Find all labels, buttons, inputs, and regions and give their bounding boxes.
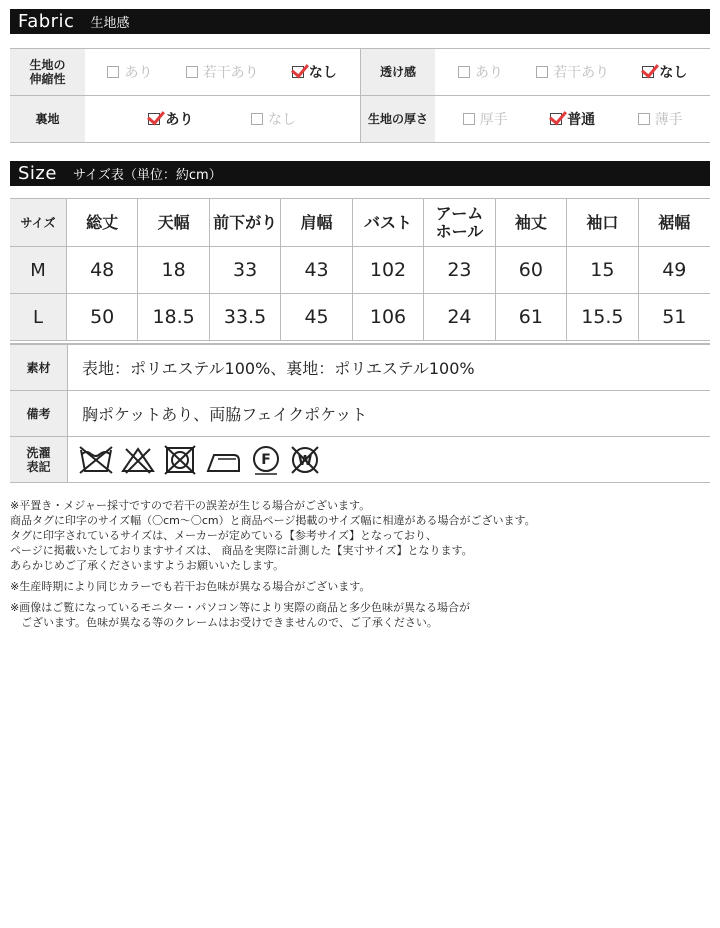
checkbox-icon <box>458 66 470 78</box>
thickness-option-normal <box>550 109 595 129</box>
size-corner: サイズ <box>10 199 67 246</box>
table-cell: 33 <box>210 247 281 293</box>
stretch-option-slight <box>186 62 259 82</box>
option-text: あり <box>474 65 503 81</box>
option-text: 薄手 <box>654 112 683 128</box>
size-label: M <box>10 247 67 293</box>
table-cell: 106 <box>353 294 424 340</box>
size-table <box>10 198 710 341</box>
lining-option-yes <box>148 109 193 129</box>
checkbox-checked-icon <box>642 66 654 78</box>
no-wet-clean-icon <box>288 444 322 476</box>
fabric-row-1 <box>10 49 710 96</box>
fabric-row-2 <box>10 96 710 143</box>
size-header-en: Size <box>18 163 57 184</box>
remarks-value: 胸ポケットあり、両脇フェイクポケット <box>67 391 710 436</box>
fabric-table <box>10 48 710 143</box>
option-text: なし <box>659 65 688 81</box>
table-cell: 33.5 <box>210 294 281 340</box>
sheer-option-slight <box>536 62 609 82</box>
care-label <box>10 437 67 482</box>
care-icons <box>67 437 710 482</box>
table-cell: 24 <box>424 294 495 340</box>
wet-clean-letter: W <box>297 453 313 469</box>
note-line: あらかじめご了承くださいますようお願いいたします。 <box>10 559 285 572</box>
option-text: 厚手 <box>479 112 508 128</box>
remarks-row <box>10 391 710 437</box>
notes <box>10 498 710 630</box>
no-tumble-dry-icon <box>162 445 198 475</box>
lining-options <box>85 96 360 142</box>
fabric-header <box>10 9 710 34</box>
column-header: 総丈 <box>67 199 138 246</box>
size-table-header <box>10 199 710 247</box>
option-text: あり <box>124 65 153 81</box>
no-wash-icon <box>78 445 114 475</box>
thickness-label-text: 生地の厚さ <box>367 112 428 126</box>
checkbox-icon <box>536 66 548 78</box>
option-text: なし <box>308 65 337 81</box>
column-header: 袖丈 <box>496 199 567 246</box>
table-cell: 49 <box>662 259 687 281</box>
note-line: ※平置き・メジャー採寸ですので若干の誤差が生じる場合がございます。 <box>10 499 371 512</box>
column-header: 裾幅 <box>658 212 691 232</box>
thickness-options <box>435 96 710 142</box>
material-label: 素材 <box>10 345 67 390</box>
iron-low-icon <box>204 445 244 475</box>
table-cell: 51 <box>662 306 687 328</box>
column-header: 前下がり <box>210 199 281 246</box>
column-header: 肩幅 <box>281 199 352 246</box>
sheerness-label-text: 透け感 <box>379 65 416 79</box>
option-text: あり <box>165 112 194 128</box>
table-cell: 50 <box>67 294 138 340</box>
table-cell: 45 <box>281 294 352 340</box>
care-row <box>10 437 710 483</box>
table-cell: 61 <box>496 294 567 340</box>
dry-clean-f-icon <box>250 444 282 476</box>
note-line: ページに掲載いたしておりますサイズは、 商品を実際に計測した【実寸サイズ】となります。 <box>10 544 473 557</box>
remarks-label: 備考 <box>10 391 67 436</box>
sheer-option-yes <box>458 62 503 82</box>
table-row <box>10 294 710 341</box>
sheerness-options <box>435 49 710 95</box>
stretch-label-text: 生地の 伸縮性 <box>29 58 66 86</box>
material-row <box>10 345 710 391</box>
column-header: 袖口 <box>567 199 638 246</box>
thickness-option-thick <box>463 109 508 129</box>
stretch-option-no <box>292 62 337 82</box>
lining-label <box>10 96 85 142</box>
table-row <box>10 247 710 294</box>
size-header <box>10 161 710 186</box>
table-cell: 43 <box>281 247 352 293</box>
thickness-label <box>361 96 436 142</box>
column-header: バスト <box>353 199 424 246</box>
note-line: タグに印字されているサイズは、メーカーが定めている【参考サイズ】となっており、 <box>10 529 438 542</box>
sheerness-label <box>361 49 436 95</box>
option-text: なし <box>267 112 296 128</box>
thickness-option-thin <box>638 109 683 129</box>
column-header: 天幅 <box>138 199 209 246</box>
table-cell: 102 <box>353 247 424 293</box>
fabric-header-en: Fabric <box>18 11 75 32</box>
size-label: L <box>10 294 67 340</box>
table-cell: 18 <box>138 247 209 293</box>
checkbox-icon <box>107 66 119 78</box>
stretch-label <box>10 49 85 95</box>
checkbox-checked-icon <box>550 113 562 125</box>
care-label-text: 洗濯 表記 <box>26 445 51 474</box>
checkbox-icon <box>186 66 198 78</box>
size-header-jp: サイズ表（単位：約cm） <box>72 168 222 183</box>
table-cell: 48 <box>67 247 138 293</box>
sheer-option-no <box>642 62 687 82</box>
material-table <box>10 343 710 483</box>
option-text: 若干あり <box>553 65 610 81</box>
checkbox-checked-icon <box>148 113 160 125</box>
note-line: ※画像はご覧になっているモニター・パソコン等により実際の商品と多少色味が異なる場合が <box>10 601 470 614</box>
stretch-options <box>85 49 360 95</box>
note-line: 商品タグに印字のサイズ幅（〇cm～〇cm）と商品ページ掲載のサイズ幅に相違がある場合がございます。 <box>10 514 536 527</box>
material-value: 表地：ポリエステル100%、裏地：ポリエステル100% <box>67 345 710 390</box>
lining-option-no <box>251 109 296 129</box>
option-text: 若干あり <box>202 65 259 81</box>
table-cell: 15.5 <box>567 294 638 340</box>
option-text: 普通 <box>567 112 596 128</box>
table-cell: 23 <box>424 247 495 293</box>
fabric-header-jp: 生地感 <box>90 16 130 31</box>
table-cell: 60 <box>496 247 567 293</box>
checkbox-icon <box>463 113 475 125</box>
stretch-option-yes <box>107 62 152 82</box>
no-bleach-icon <box>120 445 156 475</box>
checkbox-checked-icon <box>292 66 304 78</box>
checkbox-icon <box>638 113 650 125</box>
table-cell: 18.5 <box>138 294 209 340</box>
table-cell: 15 <box>567 247 638 293</box>
note-line: ございます。色味が異なる等のクレームはお受けできませんので、ご了承ください。 <box>10 616 438 629</box>
column-header: アーム ホール <box>424 199 495 246</box>
checkbox-icon <box>251 113 263 125</box>
lining-label-text: 裏地 <box>35 112 60 126</box>
dry-clean-letter: F <box>261 451 271 468</box>
note-line: ※生産時期により同じカラーでも若干お色味が異なる場合がございます。 <box>10 580 371 593</box>
